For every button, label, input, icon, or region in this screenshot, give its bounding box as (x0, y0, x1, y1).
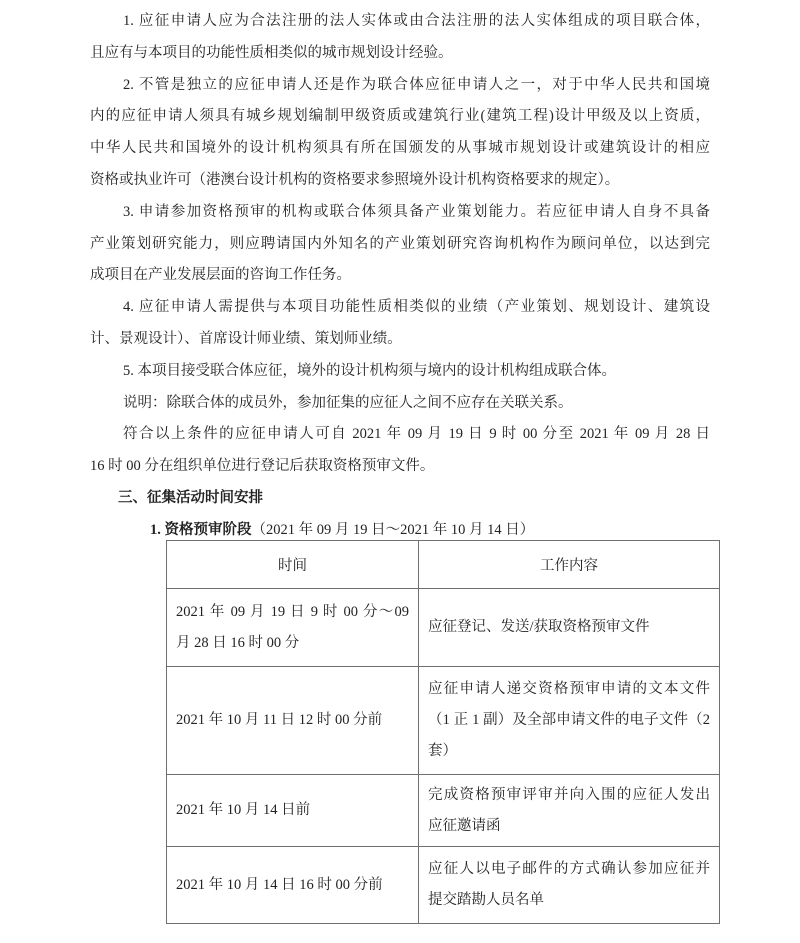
table-row (167, 667, 720, 775)
table-header-work: 工作内容 (419, 541, 720, 589)
paragraph-line: 说明：除联合体的成员外，参加征集的应征人之间不应存在关联关系。 (123, 394, 573, 411)
stage-heading-title: 1. 资格预审阶段 (150, 521, 252, 538)
cell-line: 应征登记、发送/获取资格预审文件 (428, 619, 650, 636)
table-row (167, 589, 720, 667)
cell-line: （1 正 1 副）及全部申请文件的电子文件（2 (428, 712, 710, 729)
table-row (167, 847, 720, 924)
stage-heading-dates: （2021 年 09 月 19 日～2021 年 10 月 14 日） (251, 521, 535, 538)
cell-line: 2021 年 10 月 14 日 16 时 00 分前 (176, 876, 383, 893)
paragraph-5 (90, 356, 710, 388)
table-header-row (167, 541, 720, 589)
paragraph-1 (90, 6, 710, 70)
paragraph-line: 1. 应征申请人应为合法注册的法人实体或由合法注册的法人实体组成的项目联合体， (123, 13, 710, 29)
time-cell (167, 589, 419, 667)
document-body (90, 6, 710, 924)
time-cell (167, 847, 419, 924)
paragraph-line: 中华人民共和国境外的设计机构须具有所在国颁发的从事城市规划设计或建筑设计的相应 (90, 140, 710, 157)
paragraph-line: 计、景观设计）、首席设计师业绩、策划师业绩。 (90, 330, 402, 347)
schedule-table (166, 540, 720, 924)
paragraph-line: 资格或执业许可（港澳台设计机构的资格要求参照境外设计机构资格要求的规定）。 (90, 171, 620, 188)
paragraph-line: 内的应征申请人须具有城乡规划编制甲级资质或建筑行业(建筑工程)设计甲级及以上资质， (90, 108, 710, 125)
cell-line: 应征人以电子邮件的方式确认参加应征并 (428, 861, 710, 878)
section-heading: 三、征集活动时间安排 (118, 489, 263, 506)
cell-line: 应征申请人递交资格预审申请的文本文件 (428, 681, 710, 698)
paragraph-line: 成项目在产业发展层面的咨询工作任务。 (90, 267, 351, 284)
table-header-time: 时间 (167, 541, 419, 589)
paragraph-line: 产业策划研究能力，则应聘请国内外知名的产业策划研究咨询机构作为顾问单位，以达到完 (90, 235, 710, 252)
cell-line: 2021 年 09 月 19 日 9 时 00 分～09 (176, 603, 409, 620)
work-cell (419, 775, 720, 847)
cell-line: 套） (428, 743, 457, 760)
paragraph-2 (90, 70, 710, 197)
time-cell (167, 667, 419, 775)
paragraph-note (90, 388, 710, 420)
cell-line: 2021 年 10 月 11 日 12 时 00 分前 (176, 712, 383, 729)
paragraph-line: 16 时 00 分在组织单位进行登记后获取资格预审文件。 (90, 458, 435, 475)
paragraph-registration (90, 419, 710, 483)
work-cell (419, 847, 720, 924)
paragraph-line: 符合以上条件的应征申请人可自 2021 年 09 月 19 日 9 时 00 分至 2021 年 09 月 28 日 (123, 426, 710, 443)
cell-line: 完成资格预审评审并向入围的应征人发出 (428, 786, 710, 803)
time-cell (167, 775, 419, 847)
cell-line: 月 28 日 16 时 00 分 (176, 634, 300, 651)
paragraph-line: 3. 申请参加资格预审的机构或联合体须具备产业策划能力。若应征申请人自身不具备 (123, 203, 710, 220)
work-cell (419, 667, 720, 775)
cell-line: 2021 年 10 月 14 日前 (176, 802, 311, 819)
work-cell (419, 589, 720, 667)
paragraph-3 (90, 197, 710, 292)
cell-line: 提交踏勘人员名单 (428, 892, 544, 909)
cell-line: 应征邀请函 (428, 817, 501, 834)
paragraph-line: 2. 不管是独立的应征申请人还是作为联合体应征申请人之一，对于中华人民共和国境 (123, 76, 710, 93)
paragraph-line: 且应有与本项目的功能性质相类似的城市规划设计经验。 (90, 44, 453, 61)
paragraph-line: 4. 应征申请人需提供与本项目功能性质相类似的业绩（产业策划、规划设计、建筑设 (123, 299, 710, 316)
paragraph-line: 5. 本项目接受联合体应征，境外的设计机构须与境内的设计机构组成联合体。 (123, 362, 616, 379)
paragraph-4 (90, 292, 710, 356)
table-row (167, 775, 720, 847)
